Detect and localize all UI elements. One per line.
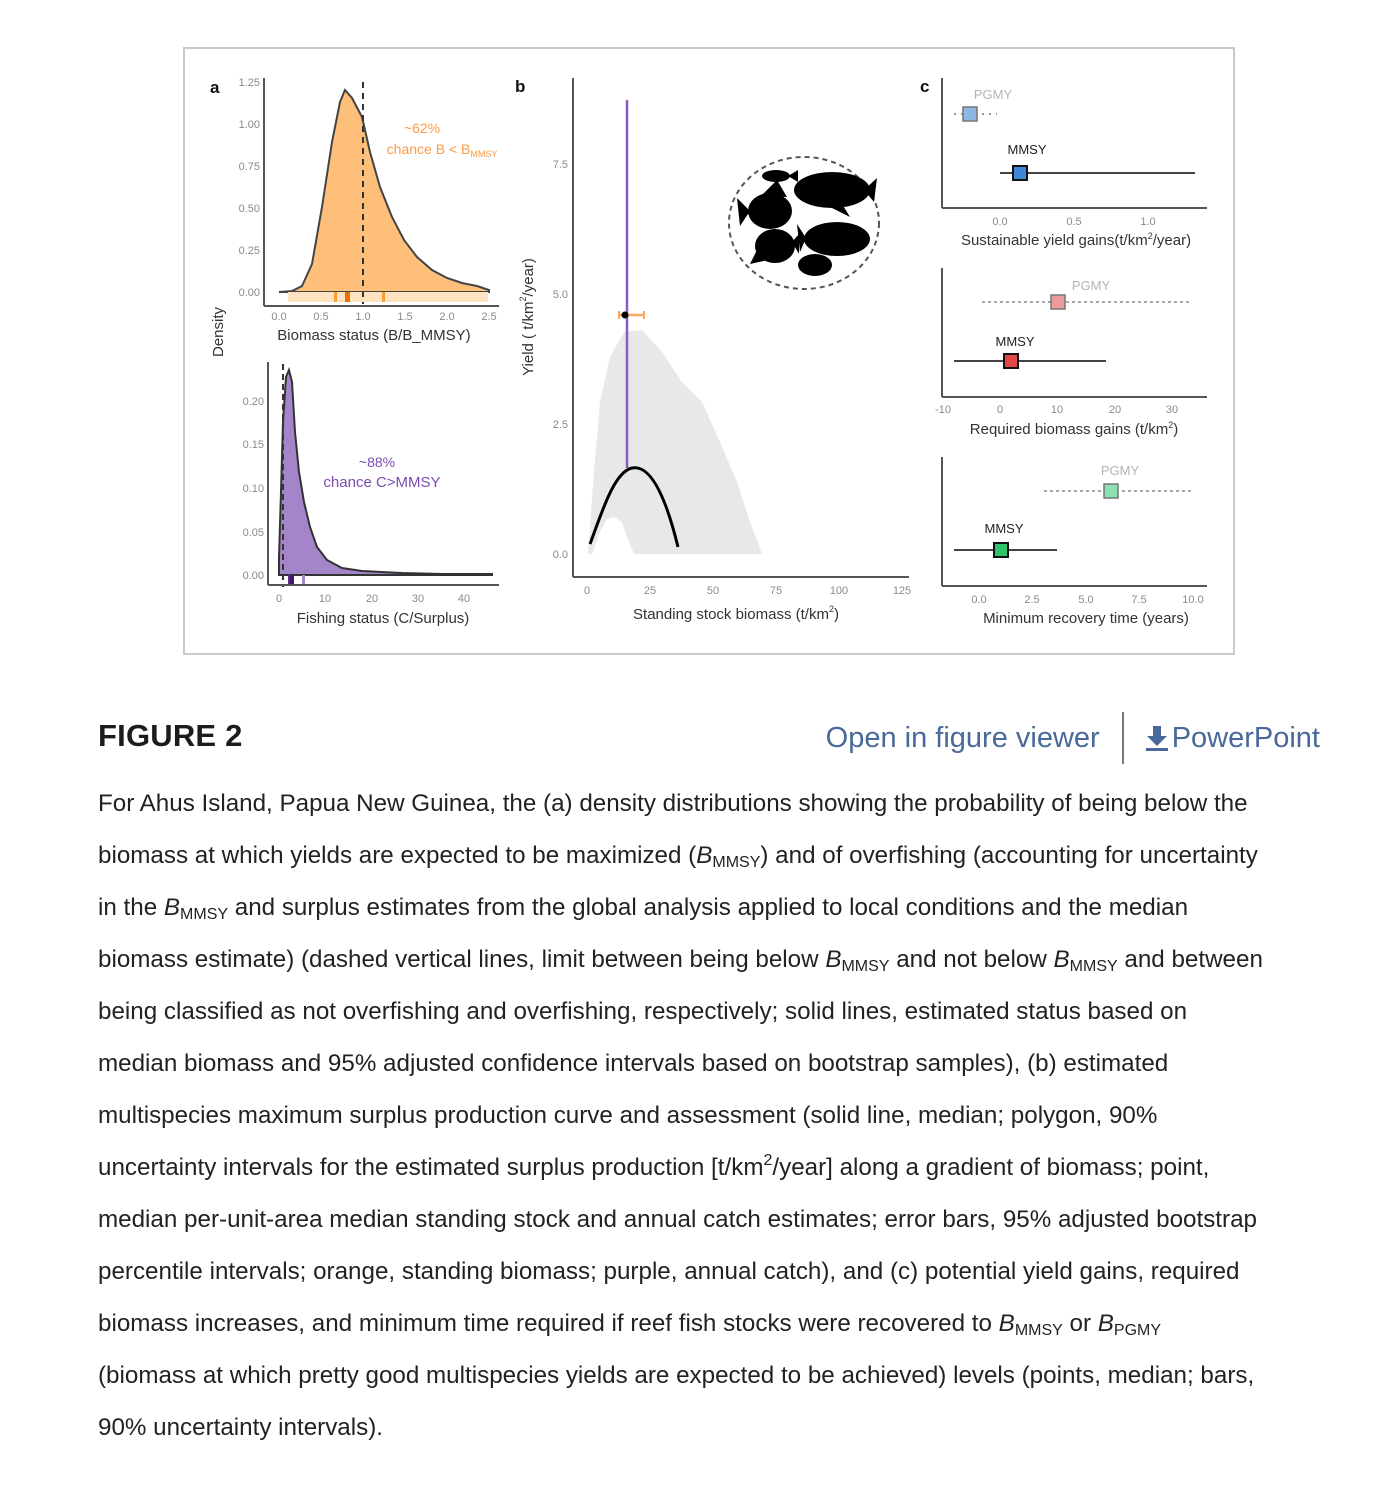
svg-text:0.10: 0.10 — [242, 483, 264, 495]
caption-line: biomass estimate) (dashed vertical lines, limit between being below $B_{MMSY}$ and not below $B_{MMSY}$ and between — [98, 946, 1263, 975]
rug-biomass — [288, 292, 488, 302]
svg-text:0: 0 — [583, 585, 591, 597]
figure-title: FIGURE 2 — [98, 718, 243, 753]
svg-text:1.00: 1.00 — [238, 119, 260, 131]
caption-line: (biomass at which pretty good multispecies yields are expected to be achieved) levels (points, median; bars, — [98, 1362, 1255, 1389]
open-in-figure-viewer-link[interactable]: Open in figure viewer — [825, 721, 1100, 754]
annotation-88-pct: ~88% — [358, 454, 396, 470]
svg-text:0.0: 0.0 — [552, 549, 568, 561]
svg-text:0: 0 — [275, 593, 283, 605]
caption-line: in the $B_{MMSY}$ and surplus estimates from the global analysis applied to local conditions and the median — [98, 894, 1189, 923]
x-axis-label-biomass-gains: Required biomass gains $(t/km^2)$ — [969, 420, 1179, 438]
svg-text:10: 10 — [1050, 404, 1064, 416]
caption-line: median biomass and 95% adjusted confidence intervals based on bootstrap samples), (b) estimated — [98, 1050, 1169, 1077]
median-point — [622, 312, 629, 319]
pgmy-point — [1104, 484, 1118, 498]
svg-text:1.0: 1.0 — [355, 311, 371, 323]
svg-text:100: 100 — [829, 585, 849, 597]
x-axis-label-yield-gains: Sustainable yield $gains(t/km^2/year)$ — [960, 231, 1192, 249]
figure-image[interactable] — [183, 47, 1235, 655]
powerpoint-download-link[interactable] — [1144, 722, 1320, 755]
uncertainty-polygon — [588, 330, 762, 554]
caption-line: being classified as not overfishing and overfishing, respectively; solid lines, estimated status based on — [98, 998, 1188, 1025]
svg-text:7.5: 7.5 — [552, 159, 568, 171]
svg-text:0.00: 0.00 — [238, 287, 260, 299]
caption-line: 90% uncertainty intervals). — [98, 1414, 384, 1441]
svg-text:0.00: 0.00 — [242, 570, 264, 582]
svg-text:25: 25 — [643, 585, 657, 597]
density-area-biomass — [279, 90, 489, 292]
annotation-62-pct: ~62% — [403, 120, 441, 136]
subplot-recovery-time — [942, 457, 1207, 627]
mmsy-point — [1004, 354, 1018, 368]
panel-letter-c: c — [920, 77, 930, 96]
y-ticks-a-bottom — [243, 396, 264, 582]
svg-text:-10: -10 — [935, 404, 951, 416]
caption-line: biomass at which yields are expected to be maximized $(B_{MMSY})$ and of overfishing (accounting for uncertainty — [98, 842, 1258, 871]
panel-letter-b: b — [515, 77, 526, 96]
pgmy-label: PGMY — [1100, 463, 1140, 478]
x-axis-label-fishing-status: Fishing status (C/Surplus) — [296, 610, 470, 627]
mmsy-point — [994, 543, 1008, 557]
caption-line: percentile intervals; orange, standing biomass; purple, annual catch), and (c) potential yield gains, required — [98, 1258, 1240, 1285]
svg-text:0.20: 0.20 — [242, 396, 264, 408]
svg-text:40: 40 — [457, 593, 471, 605]
y-axis-label-yield: Yield ( $t/km^2/year$) — [518, 258, 537, 376]
x-ticks-a-bottom — [276, 593, 470, 605]
svg-text:5.0: 5.0 — [552, 289, 568, 301]
svg-text:2.5: 2.5 — [552, 419, 568, 431]
caption-line: multispecies maximum surplus production curve and assessment (solid line, median; polygon, 90% — [98, 1102, 1158, 1129]
fish-silhouettes-icon — [729, 157, 879, 289]
svg-text:0: 0 — [996, 404, 1004, 416]
panel-c-recovery-metrics — [920, 77, 1207, 627]
y-ticks-b — [553, 159, 568, 561]
figure-links — [826, 712, 1320, 764]
svg-text:5.0: 5.0 — [1078, 594, 1094, 606]
caption-line: biomass increases, and minimum time required if reef fish stocks were recovered to $B_{MMSY}$ or $B_{PGMY}$ — [98, 1310, 1162, 1339]
panel-a-fishing-density — [243, 362, 499, 627]
svg-text:10: 10 — [318, 593, 332, 605]
x-ticks-a-top — [271, 311, 496, 323]
svg-text:0.0: 0.0 — [992, 216, 1008, 228]
panel-a-biomass-density — [210, 77, 499, 344]
svg-text:0.15: 0.15 — [242, 439, 264, 451]
svg-text:125: 125 — [892, 585, 912, 597]
svg-text:0.50: 0.50 — [238, 203, 260, 215]
svg-text:50: 50 — [706, 585, 720, 597]
svg-text:2.0: 2.0 — [439, 311, 455, 323]
svg-text:30: 30 — [411, 593, 425, 605]
figure-caption — [98, 778, 1323, 1454]
caption-line: uncertainty intervals for the estimated surplus production $[t/km^2/year]$ along a gradient of biomass; point, — [98, 1152, 1210, 1181]
figure-header — [98, 712, 1320, 764]
svg-text:0.5: 0.5 — [313, 311, 329, 323]
svg-text:0.5: 0.5 — [1066, 216, 1082, 228]
pgmy-point — [1051, 295, 1065, 309]
pgmy-label: PGMY — [1071, 278, 1111, 293]
svg-text:75: 75 — [769, 585, 783, 597]
svg-text:2.5: 2.5 — [481, 311, 497, 323]
pgmy-label: PGMY — [973, 87, 1013, 102]
rug-fishing — [288, 575, 305, 585]
download-icon — [1144, 724, 1170, 752]
x-axis-label-standing-stock: Standing stock biomass $(t/km^2)$ — [633, 604, 839, 623]
svg-text:0.25: 0.25 — [238, 245, 260, 257]
powerpoint-label: PowerPoint — [1171, 721, 1320, 754]
mmsy-label: MMSY — [1007, 142, 1047, 157]
link-divider — [1122, 712, 1124, 764]
y-axis-label-density: Density — [210, 306, 227, 358]
svg-text:0.75: 0.75 — [238, 161, 260, 173]
x-ticks-b — [584, 585, 911, 597]
svg-text:20: 20 — [1108, 404, 1122, 416]
svg-text:1.0: 1.0 — [1140, 216, 1156, 228]
annotation-chance-b-lt-bmmsy: chance $B < B_{MMSY}$ — [386, 141, 498, 159]
annotation-chance-c-gt-mmsy: chance C>MMSY — [323, 474, 441, 491]
svg-text:10.0: 10.0 — [1182, 594, 1204, 606]
density-area-fishing — [279, 370, 492, 575]
subplot-yield-gains — [942, 78, 1207, 249]
caption-line: For Ahus Island, Papua New Guinea, the (a) density distributions showing the probability of being below the — [98, 790, 1248, 817]
x-axis-label-recovery-time: Minimum recovery time (years) — [983, 610, 1189, 627]
caption-line: median per-unit-area median standing stock and annual catch estimates; error bars, 95% adjusted bootstrap — [98, 1206, 1257, 1233]
svg-text:30: 30 — [1165, 404, 1179, 416]
subplot-biomass-gains — [935, 268, 1207, 438]
y-ticks-a-top — [239, 77, 260, 299]
mmsy-label: MMSY — [984, 521, 1024, 536]
mmsy-point — [1013, 166, 1027, 180]
svg-text:1.25: 1.25 — [238, 77, 260, 89]
svg-text:1.5: 1.5 — [397, 311, 413, 323]
svg-text:0.05: 0.05 — [242, 527, 264, 539]
svg-text:20: 20 — [365, 593, 379, 605]
pgmy-point — [963, 107, 977, 121]
mmsy-label: MMSY — [995, 334, 1035, 349]
svg-text:2.5: 2.5 — [1024, 594, 1040, 606]
svg-text:0.0: 0.0 — [271, 311, 287, 323]
panel-letter-a: a — [210, 78, 220, 97]
svg-text:0.0: 0.0 — [971, 594, 987, 606]
svg-text:7.5: 7.5 — [1131, 594, 1147, 606]
panel-b-surplus-production — [515, 77, 911, 623]
x-axis-label-biomass-status: Biomass status (B/B_MMSY) — [277, 327, 471, 344]
